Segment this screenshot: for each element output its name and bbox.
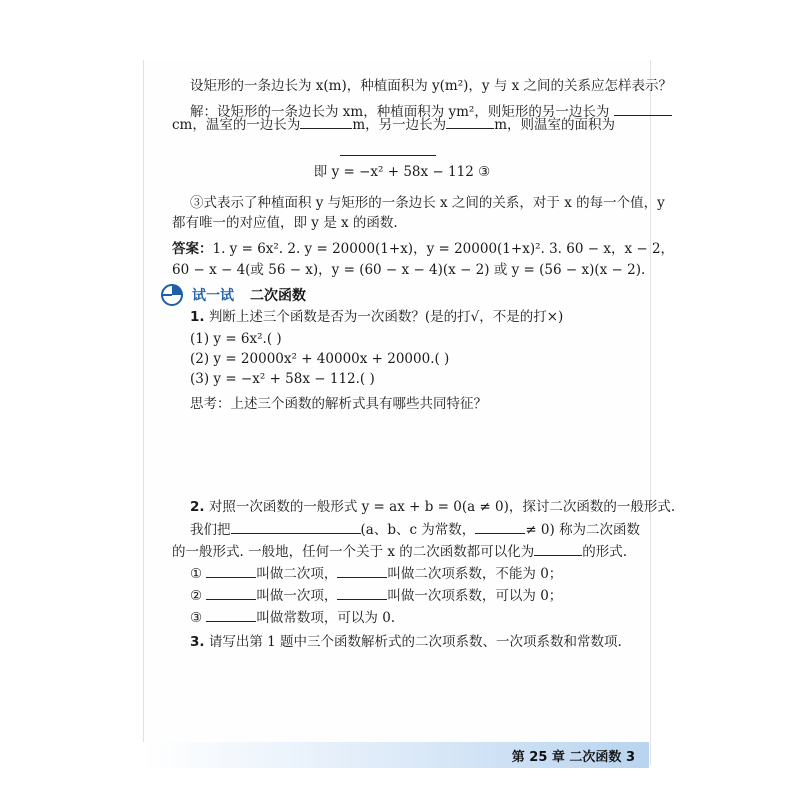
section-label: 试一试 bbox=[192, 288, 234, 304]
intro-line-3 bbox=[172, 114, 632, 135]
q2-clause-3 bbox=[190, 607, 650, 628]
q2-stem bbox=[190, 497, 676, 517]
blank-linear-term bbox=[206, 585, 256, 600]
clause-1-b: 叫做二次项系数，不能为 0； bbox=[387, 566, 563, 582]
footer-band bbox=[143, 742, 649, 768]
blank-linear-coef bbox=[337, 585, 387, 600]
q2-line-2-a: 我们把 bbox=[190, 522, 231, 538]
section-header bbox=[160, 283, 460, 307]
intro-line-3-c: m，则温室的面积为 bbox=[494, 117, 615, 133]
q1-stem bbox=[190, 307, 650, 327]
clause-2-mark: ② bbox=[190, 588, 203, 604]
q2-stem-text: 对照一次函数的一般形式 y = ax + b = 0(a ≠ 0)，探讨二次函数的一般形式. bbox=[208, 499, 676, 515]
q1-item-3: (3) y = −x² + 58x − 112.( ) bbox=[190, 371, 375, 387]
blank-other-greenhouse-side bbox=[446, 114, 494, 129]
q2-line-3-a: 的一般形式. 一般地，任何一个关于 x 的二次函数都可以化为 bbox=[172, 544, 535, 560]
q2-number: 2. bbox=[190, 499, 205, 515]
q3-stem bbox=[190, 632, 650, 652]
clause-1-a: 叫做二次项， bbox=[256, 566, 338, 582]
clause-1-mark: ① bbox=[190, 566, 203, 582]
answer-label: 答案： bbox=[172, 241, 213, 257]
q1-stem-text: 判断上述三个函数是否为一次函数？(是的打√，不是的打×) bbox=[208, 309, 564, 325]
answer-text-1: 1. y = 6x². 2. y = 20000(1+x)，y = 20000(1+x)². 3. 60 − x，x − 2， bbox=[212, 241, 675, 257]
q2-line-2-c: ≠ 0) 称为二次函数 bbox=[525, 522, 641, 538]
area-blank-line bbox=[340, 141, 440, 162]
intro-line-3-b: m，另一边长为 bbox=[352, 117, 447, 133]
q3-number: 3. bbox=[190, 634, 205, 650]
explain-line-1: ③式表示了种植面积 y 与矩形的一条边长 x 之间的关系，对于 x 的每一个值，y bbox=[190, 195, 665, 211]
answer-line-2: 60 − x − 4(或 56 − x)，y = (60 − x − 4)(x − 2) 或 y = (56 − x)(x − 2). bbox=[172, 262, 646, 278]
q2-clause-2 bbox=[190, 585, 650, 606]
pie-chart-icon bbox=[160, 283, 184, 307]
blank-general-form bbox=[231, 519, 361, 534]
answer-line-1 bbox=[172, 239, 675, 259]
blank-area-expression bbox=[340, 141, 436, 156]
q2-line-3-b: 的形式. bbox=[582, 544, 628, 560]
blank-quadratic-coef bbox=[337, 563, 387, 578]
clause-2-b: 叫做一次项系数，可以为 0； bbox=[387, 588, 563, 604]
blank-constant-term bbox=[206, 607, 256, 622]
clause-2-a: 叫做一次项， bbox=[256, 588, 338, 604]
q1-number: 1. bbox=[190, 309, 205, 325]
formula-3: 即 y = −x² + 58x − 112 ③ bbox=[313, 164, 491, 180]
blank-quadratic-term bbox=[206, 563, 256, 578]
intro-line-2-text: 解：设矩形的一条边长为 xm，种植面积为 ym²，则矩形的另一边长为 bbox=[190, 104, 610, 120]
q2-line-2-b: (a、b、c 为常数， bbox=[360, 522, 476, 538]
explain-line-2: 都有唯一的对应值，即 y 是 x 的函数. bbox=[172, 215, 398, 231]
q2-line-3 bbox=[172, 541, 632, 562]
blank-form bbox=[534, 541, 582, 556]
intro-line-1: 设矩形的一条边长为 x(m)，种植面积为 y(m²)，y 与 x 之间的关系应怎样表示？ bbox=[190, 78, 673, 94]
q1-think: 思考：上述三个函数的解析式具有哪些共同特征？ bbox=[190, 396, 487, 412]
q2-clause-1 bbox=[190, 563, 650, 584]
q1-item-2: (2) y = 20000x² + 40000x + 20000.( ) bbox=[190, 351, 450, 367]
blank-greenhouse-side bbox=[300, 114, 352, 129]
clause-3-mark: ③ bbox=[190, 610, 203, 626]
footer-chapter-page: 第 25 章 二次函数 3 bbox=[511, 750, 635, 765]
section-title: 二次函数 bbox=[250, 288, 306, 304]
q1-item-1: (1) y = 6x².( ) bbox=[190, 331, 282, 347]
clause-3-a: 叫做常数项，可以为 0. bbox=[256, 610, 396, 626]
q3-stem-text: 请写出第 1 题中三个函数解析式的二次项系数、一次项系数和常数项. bbox=[208, 634, 622, 650]
blank-nonzero bbox=[475, 519, 525, 534]
intro-line-3-a: cm，温室的一边长为 bbox=[172, 117, 301, 133]
q2-line-2 bbox=[190, 519, 650, 540]
